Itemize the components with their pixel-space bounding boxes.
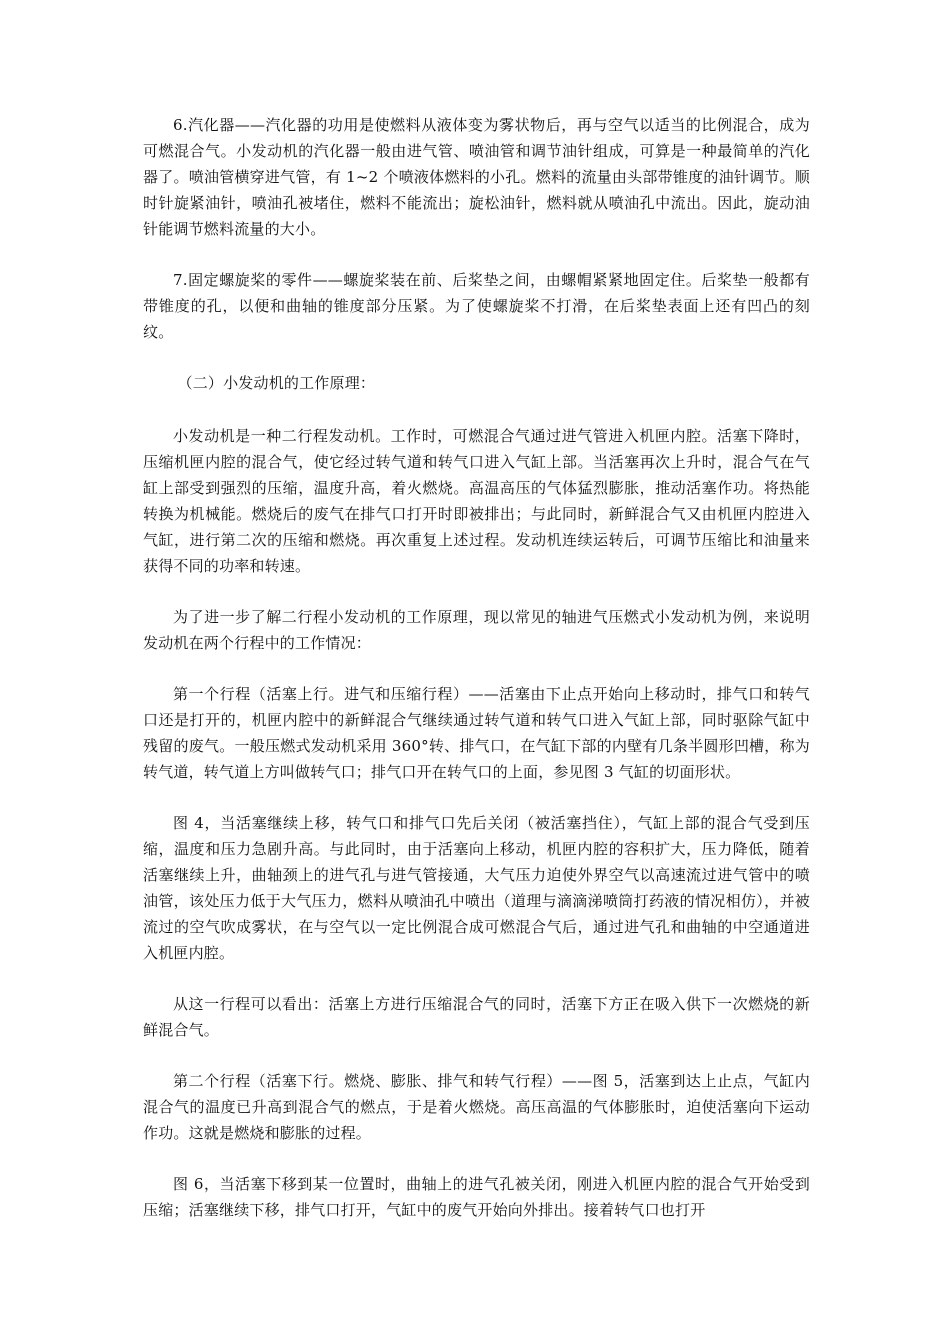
paragraph-propeller-fixing: 7.固定螺旋桨的零件——螺旋桨装在前、后桨垫之间，由螺帽紧紧地固定住。后桨垫一般都有带锥度的孔，以便和曲轴的锥度部分压紧。为了使螺旋桨不打滑，在后桨垫表面上还有凹凸的刻纹。: [143, 271, 810, 341]
paragraph-first-stroke: 第一个行程（活塞上行。进气和压缩行程）——活塞由下止点开始向上移动时，排气口和转气口还是打开的，机匣内腔中的新鲜混合气继续通过转气道和转气口进入气缸上部，同时驱除气缸中残留的废气。一般压燃式发动机采用 360°转、排气口，在气缸下部的内壁有几条半圆形凹槽，称为转气道，转气道上方叫做转气口；排气口开在转气口的上面，参见图 3 气缸的切面形状。: [143, 685, 810, 781]
paragraph-figure-6: 图 6，当活塞下移到某一位置时，曲轴上的进气孔被关闭，刚进入机匣内腔的混合气开始受到压缩；活塞继续下移，排气口打开，气缸中的废气开始向外排出。接着转气口也打开: [143, 1175, 810, 1219]
paragraph-stroke-summary: 从这一行程可以看出：活塞上方进行压缩混合气的同时，活塞下方正在吸入供下一次燃烧的新鲜混合气。: [143, 995, 810, 1039]
paragraph-carburetor: 6.汽化器——汽化器的功用是使燃料从液体变为雾状物后，再与空气以适当的比例混合，成为可燃混合气。小发动机的汽化器一般由进气管、喷油管和调节油针组成，可算是一种最简单的汽化器了。喷油管横穿进气管，有 1~2 个喷液体燃料的小孔。燃料的流量由头部带锥度的油针调节。顺时针旋紧油针，喷油孔被堵住，燃料不能流出；旋松油针，燃料就从喷油孔中流出。因此，旋动油针能调节燃料流量的大小。: [143, 116, 810, 238]
paragraph-intro-example: 为了进一步了解二行程小发动机的工作原理，现以常见的轴进气压燃式小发动机为例，来说明发动机在两个行程中的工作情况：: [143, 608, 810, 652]
paragraph-second-stroke: 第二个行程（活塞下行。燃烧、膨胀、排气和转气行程）——图 5，活塞到达上止点，气缸内混合气的温度已升高到混合气的燃点，于是着火燃烧。高压高温的气体膨胀时，迫使活塞向下运动作功。这就是燃烧和膨胀的过程。: [143, 1072, 810, 1142]
paragraph-figure-4: 图 4，当活塞继续上移，转气口和排气口先后关闭（被活塞挡住），气缸上部的混合气受到压缩，温度和压力急剧升高。与此同时，由于活塞向上移动，机匣内腔的容积扩大，压力降低，随着活塞继续上升，曲轴颈上的进气孔与进气管接通，大气压力迫使外界空气以高速流过进气管中的喷油管，该处压力低于大气压力，燃料从喷油孔中喷出（道理与滴滴涕喷筒打药液的情况相仿），并被流过的空气吹成雾状，在与空气以一定比例混合成可燃混合气后，通过进气孔和曲轴的中空通道进入机匣内腔。: [143, 814, 810, 962]
document-page: [143, 112, 810, 1248]
section-heading-working-principle: （二）小发动机的工作原理：: [177, 374, 376, 392]
paragraph-two-stroke-overview: 小发动机是一种二行程发动机。工作时，可燃混合气通过进气管进入机匣内腔。活塞下降时，压缩机匣内腔的混合气，使它经过转气道和转气口进入气缸上部。当活塞再次上升时，混合气在气缸上部受到强烈的压缩，温度升高，着火燃烧。高温高压的气体猛烈膨胀，推动活塞作功。将热能转换为机械能。燃烧后的废气在排气口打开时即被排出；与此同时，新鲜混合气又由机匣内腔进入气缸，进行第二次的压缩和燃烧。再次重复上述过程。发动机连续运转后，可调节压缩比和油量来获得不同的功率和转速。: [143, 427, 810, 575]
